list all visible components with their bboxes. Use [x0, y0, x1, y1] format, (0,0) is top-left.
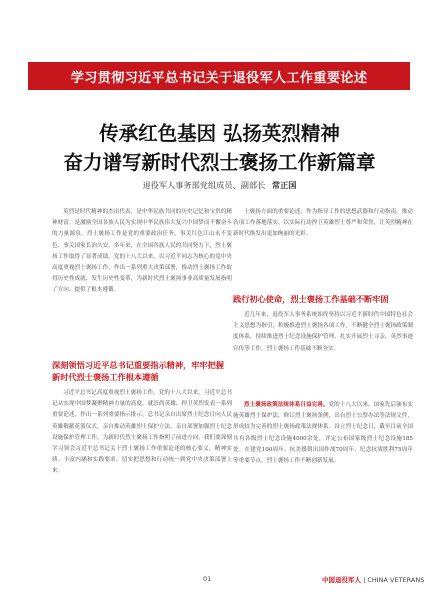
author-role: 退役军人事务部党组成员、副部长 — [142, 180, 266, 190]
page-footer — [0, 575, 439, 587]
article-title-line1: 传承红色基因 弘扬英烈精神 — [99, 122, 340, 145]
right-column — [233, 207, 413, 556]
magazine-name-en: CHINA VETERANS — [367, 576, 425, 584]
right-paragraph-1: 士褒扬方面的重要论述，作为指导工作的思想武器和行动指南，推动各项工作落地落实，以实际行动捍卫英雄烈士尊严和荣誉，让英烈精神在新时代焕发出更加绚丽的光彩。 — [233, 209, 413, 238]
magazine-name-cn: 中国退役军人 — [322, 576, 361, 584]
article-title-line2: 奋力谱写新时代烈士褒扬工作新篇章 — [63, 151, 376, 174]
left-section-heading: 深刻领悟习近平总书记重要指示精神，牢牢把握新时代烈士褒扬工作根本遵循 — [52, 360, 224, 382]
right-section-heading: 践行初心使命，烈士褒扬工作基础不断牢固 — [233, 294, 389, 304]
right-paragraph-2: 近几年来，退役军人事务系统始终坚持以习近平新时代中国特色社会主义思想为指引，积极推进烈士褒扬各项工作，不断健全烈士褒扬政策制度体系，持续推进烈士纪念设施保护管理，扎实开展烈士寻亲、英烈事迹宣传等工作，烈士褒扬工作基础不断夯实。 — [233, 312, 413, 352]
right-paragraph-3-text: 党的十八大以来，国家先后颁布实施英雄烈士保护法，修订烈士褒扬条例，出台烈士公祭办法等法规文件，形成较为完善的烈士褒扬政策法规体系。设立烈士纪念日，截至目前全国共有各级烈士纪念设施4000余处，评定公布国家级烈士纪念设施185处。在建党100周年、抗美援朝出国作战70周年、纪念抗战胜利75周年等重要节点，烈士褒扬工作不断创新发展。 — [233, 402, 413, 465]
left-column — [52, 207, 232, 578]
right-paragraph-3 — [233, 400, 413, 556]
page-number: 01 — [203, 575, 212, 583]
right-paragraph-lead: 烈士褒扬政策法规体系日益完善。 — [244, 402, 329, 408]
section-banner: 学习贯彻习近平总书记关于退役军人工作重要论述 — [28, 62, 410, 90]
magazine-name: 中国退役军人 | CHINA VETERANS — [322, 576, 425, 584]
byline — [0, 180, 439, 191]
left-paragraph-2: 习近平总书记高度重视烈士褒扬工作。党的十八大以来，习近平总书记从实现中国梦凝聚精神力量的高度，就崇尚英雄、捍卫英烈发表一系列重要论述，作出一系列重要指示批示。总书记亲自出席烈士纪念日向人民英雄敬献花篮仪式，亲自推动英雄烈士保护立法，亲自部署加强烈士纪念设施保护管理工作，为新时代烈士褒扬工作指明了前进方向。我们要深刻学习领会习近平总书记关于烈士褒扬工作重要论述的核心要义、精神实质、丰富内涵和实践要求，切实把思想和行动统一到党中央决策部署上来。 — [52, 390, 232, 475]
author-name: 常正国 — [271, 180, 297, 190]
left-paragraph-1: 英烈是时代精神的杰出代表，是中华民族共同的历史记忆和宝贵的精神财富。是激励全国各族人民为实现中华民族伟大复兴中国梦而不懈奋斗的力量源泉。烈士褒扬工作是党的重要政治任务，事关红色江山永不变色、事关国家长治久安。多年来，在全国各族人民的共同努力下，烈士褒扬工作取得了显著成绩。党的十八大以来，以习近平同志为核心的党中央高度重视烈士褒扬工作，作出一系列重大决策部署，推动烈士褒扬工作取得历史性成就、发生历史性变革，为新时代烈士褒扬事业高质量发展指明了方向、提供了根本遵循。 — [52, 209, 232, 294]
